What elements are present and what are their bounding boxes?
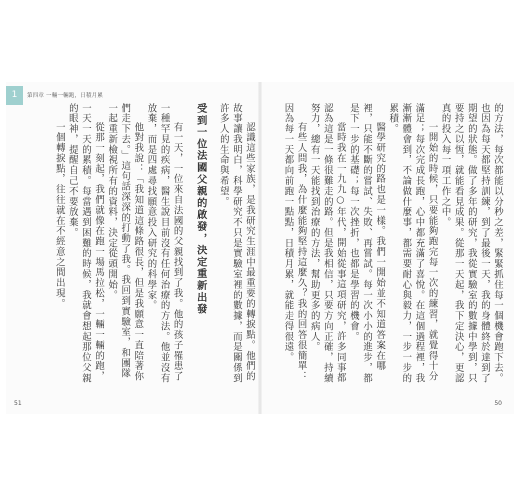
page-number-left: 51 [14, 400, 22, 407]
chapter-number-tab: 1 [6, 86, 23, 105]
right-page-paragraph: 醫學研究的路也是一樣。我們一開始並不知道答案在哪裡，只能不斷的嘗試、失敗、再嘗試。每一次小小的進步，都是下一步的基礎；每一次挫折，也都是學習的機會。 [347, 103, 386, 384]
running-head: 第四章 一輛一輛跑，日積月累 [27, 93, 104, 99]
left-page-intro-paragraph: 認識這些家族，是我研究生涯中最重要的轉捩點。他們的故事讓我明白，科學研究不只是實驗室裡的數據，而是關係到許多人的生命與希望。 [217, 103, 255, 384]
right-page-text [266, 103, 504, 389]
left-page-paragraph: 一個轉捩點，往往就在不經意之間出現。 [53, 121, 65, 309]
right-page-paragraph: 一開始的時候，只要能夠跑完每一次的練習，就覺得十分滿足；每次完成長跑，心中都充滿了喜悅。在這個過程裡，我漸漸體會到，不論做什麼事，都需要耐心與毅力，一步一步的累積。 [387, 103, 438, 384]
left-page-paragraph: 有一天，一位來自法國的父親找到了我。他的孩子罹患了一種罕見的疾病，醫生說目前沒有任何治療的方法。他並沒有放棄，而是四處尋找願意投入研究的科學家。 [145, 103, 183, 384]
right-page-paragraph: 當時我在一九九○年代，開始從事這項研究，許多同事都認為這是一條很難走的路。但是我相信，只要方向正確，持續努力，總有一天能找到治療的方法，幫助更多的病人。 [308, 103, 346, 384]
left-page-paragraph: 從那一刻起，我們就像在跑一場馬拉松，一輛一輛的跑，一天一天的累積。每當遇到困難的時候，我就會想起那位父親的眼神，提醒自己不要放棄。 [66, 103, 105, 384]
page-number-right: 50 [494, 400, 502, 407]
section-heading: 受到一位法國父親的啟發，決定重新出發 [194, 103, 206, 316]
left-page-paragraph: 他對我說：「我知道這條路很長，但是我願意一直陪著你們走下去。」這句話深深的打動了我。我回到實驗室，和團隊一起重新檢視所有的資料，決定從頭開始。 [106, 103, 144, 382]
page-gutter [258, 82, 262, 414]
right-page-paragraph: 的方法，每次都能以分秒之差，緊緊抓住每一個機會跑下去。也因為每天都堅持訓練，到了最後一天，我的身體終於達到了期望的狀態。做了多年的研究，我從實驗室的數據中學到，只要持之以恆，就能看見成果。從那一天起，我下定決心，更認真的投入每一項工作之中。 [439, 103, 503, 384]
right-page-paragraph: 有些人問我，為什麼能夠堅持這麼久？我的回答很簡單：因為每一天都向前跑一點點，日積月累，就能走得很遠。 [282, 103, 307, 382]
left-page-text [26, 103, 256, 389]
